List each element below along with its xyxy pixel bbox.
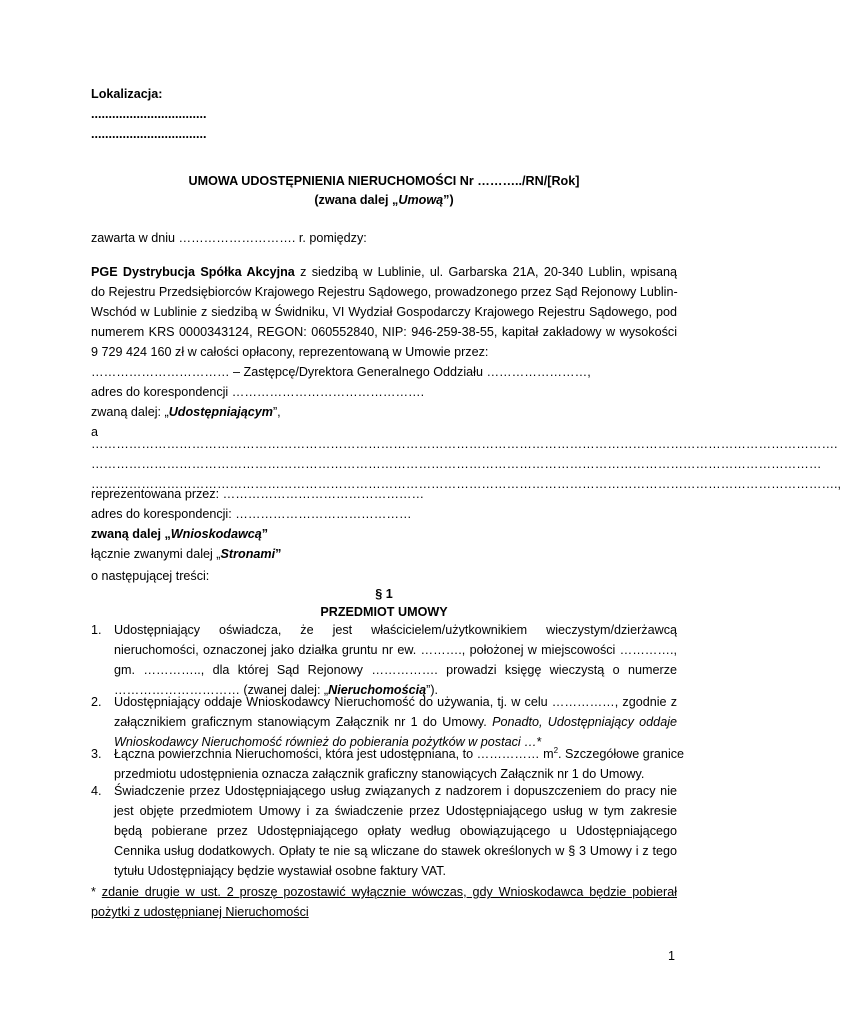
- document-page: Lokalizacja: ................................. ................................. UMOWA UDOSTĘPNIENIA NIERUCHOMOŚCI Nr ………../RN/[Rok] (zwana dalej „Umową”) zawarta w dniu ………………………. r. pomiędzy: PGE Dystrybucja Spółka Akcyjna z siedzibą w Lublinie, ul. Garbarska 21A, 20-340 Lublin, wpisaną do Rejestru Przedsiębiorców Krajowego Rejestru Sądowego, prowadzonego przez Sąd Rejonowy Lublin- Wschód w Lublinie z siedzibą w Świdniku, VI Wydział Gospodarczy Krajowego Rejestru Sądowego, pod numerem KRS 0000343124, REGON: 060552840, NIP: 946-259-38-55, kapitał zakładowy w wysokości 9 729 424 160 zł w całości opłacony, reprezentowaną w Umowie przez: …………………………… – Zastępcę/Dyrektora Generalnego Oddziału ……………………, adres do korespondencji ………………………………………. zwaną dalej: „Udostępniającym”, a ……………………………………………………………………………………………………………………………………………………………. ………………………………………………………………………………………………………………………………………………………… ……………………………………………………………………………………………………………………………………………………………., reprezentowana przez: ………………………………………… adres do korespondencji: …………………………………… zwaną dalej „Wnioskodawcą” łącznie zwanymi dalej „Stronami” o następującej treści: § 1 PRZEDMIOT UMOWY 1. Udostępniający oświadcza, że jest właścicielem/użytkownikiem wieczystym/dzierżawcą nieruchomości, oznaczonej jako działka gruntu nr ew. ………., położonej w miejscowości …………., gm. ………….., dla której Sąd Rejonowy ……………. prowadzi księgę wieczystą o numerze ………………………… (zwanej dalej: „Nieruchomością”). 2. Udostępniający oddaje Wnioskodawcy Nieruchomość do używania, tj. w celu ……………, zgodnie z załącznikiem graficznym stanowiącym Załącznik nr 1 do Umowy. Ponadto, Udostępniający oddaje Wnioskodawcy Nieruchomość również do pobierania pożytków w postaci …* 3. Łączna powierzchnia Nieruchomości, która jest udostępniana, to …………… $m^2$. Szczegółowe granice przedmiotu udostępnienia oznacza załącznik graficzny stanowiących Załącznik nr 1 do Umowy. 4. Świadczenie przez Udostępniającego usług związanych z nadzorem i dopuszczeniem do pracy nie jest objęte przedmiotem Umowy i za świadczenie przez Udostępniającego usług w tym zakresie będą pobierane przez Udostępniającego opłaty według obowiązującego u Udostępniającego Cennika usług dodatkowych. Opłaty te nie są wliczane do stawek określonych w § 3 Umowy i z tego tytułu Udostępniający będzie wystawiał osobne faktury VAT. * zdanie drugie w ust. 2 proszę pozostawić wyłącznie wówczas, gdy Wnioskodawca będzie pobierał pożytki z udostępnianej Nieruchomości 1: [0, 0, 768, 1024]
- contract-title: UMOWA UDOSTĘPNIENIA NIERUCHOMOŚCI Nr ………../RN/[Rok]: [188, 174, 580, 188]
- party-1-block: PGE Dystrybucja Spółka Akcyjna z siedzibą w Lublinie, ul. Garbarska 21A, 20-340 Lublin, wpisaną do Rejestru Przedsiębiorców Krajowego Rejestru Sądowego, prowadzonego przez Sąd Rejonowy Lublin- Wschód w Lublinie z siedzibą w Świdniku, VI Wydział Gospodarczy Krajowego Rejestru Sądowego, pod numerem KRS 0000343124, REGON: 060552840, NIP: 946-259-38-55, kapitał zakładowy w wysokości 9 729 424 160 zł w całości opłacony, reprezentowaną w Umowie przez: …………………………… – Zastępcę/Dyrektora Generalnego Oddziału ……………………, adres do korespondencji ………………………………………. zwaną dalej: „Udostępniającym”, a: [91, 265, 678, 439]
- page-number: 1: [668, 949, 676, 963]
- party-2-details: reprezentowana przez: ………………………………………… adres do korespondencji: …………………………………… zwaną dalej „Wnioskodawcą” łącznie zwanymi dalej „Stronami”: [91, 484, 677, 564]
- section-1-number: § 1: [375, 587, 393, 601]
- contract-subtitle: (zwana dalej „Umową”): [314, 193, 454, 207]
- party-2-dots-2: …………………………………………………………………………………………………………………………………………………………: [91, 457, 822, 471]
- zwana-udostepniajacym: zwaną dalej: „Udostępniającym”,: [91, 405, 281, 419]
- company-name: PGE Dystrybucja Spółka Akcyjna: [91, 265, 295, 279]
- section-1-heading: PRZEDMIOT UMOWY: [320, 605, 448, 619]
- footnote: * zdanie drugie w ust. 2 proszę pozostawić wyłącznie wówczas, gdy Wnioskodawca będzie pobierał pożytki z udostępnianej Nieruchomości: [91, 885, 677, 919]
- tresc-line: o następującej treści:: [91, 569, 210, 583]
- lokalizacja-line-1: .................................: [91, 107, 207, 121]
- party-2-dots-3: …………………………………………………………………………………………………………………………………………………………….,: [91, 477, 841, 491]
- zawarta-line: zawarta w dniu ………………………. r. pomiędzy:: [91, 231, 367, 245]
- lacznie-stronami: łącznie zwanymi dalej „Stronami”: [91, 547, 282, 561]
- zwana-wnioskodawca: zwaną dalej „Wnioskodawcą”: [91, 527, 269, 541]
- lokalizacja-label: Lokalizacja:: [91, 87, 163, 101]
- party-2-dots-1: …………………………………………………………………………………………………………………………………………………………….: [91, 437, 838, 451]
- lokalizacja-line-2: .................................: [91, 127, 207, 141]
